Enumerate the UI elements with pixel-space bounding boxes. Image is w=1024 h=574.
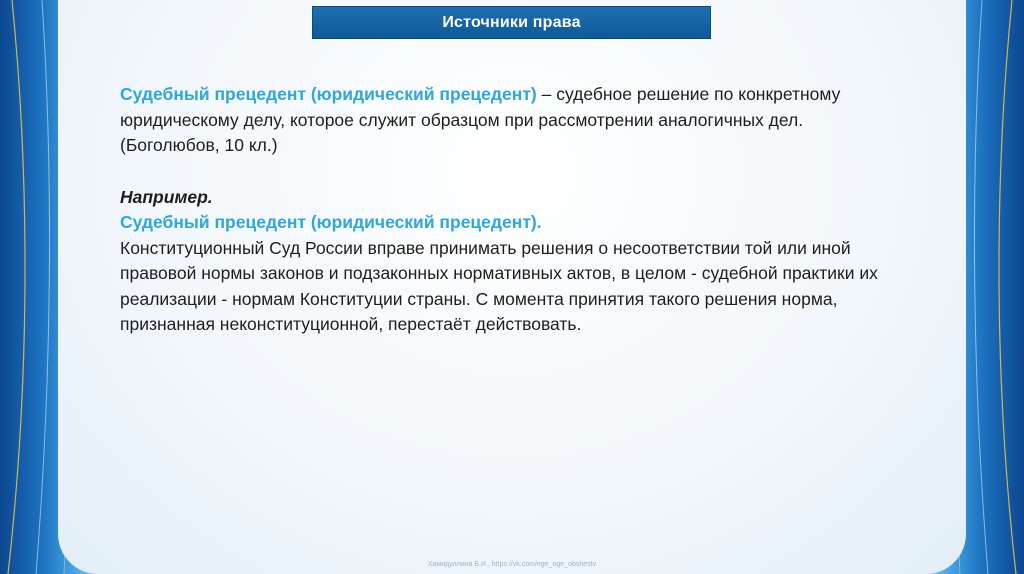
example-label xyxy=(120,185,900,211)
definition-text: – судебное решение по конкретному юридическому делу, которое служит образцом при рассмотрении аналогичных дел. (Боголюбов, 10 кл.) xyxy=(120,84,841,155)
definition-paragraph xyxy=(120,82,900,159)
definition-term: Судебный прецедент (юридический прецедент) xyxy=(120,84,537,104)
slide-content xyxy=(120,82,900,338)
title-bar xyxy=(312,6,711,39)
example-text: Конституционный Суд России вправе принимать решения о несоответствии той или иной правовой нормы законов и подзаконных нормативных актов, в целом - судебной практики их реализации - нормам Конституции страны. С момента принятия такого решения норма, признанная неконституционной, перестаёт действовать. xyxy=(120,237,878,334)
example-term-line xyxy=(120,210,900,236)
paragraph-gap xyxy=(120,159,900,185)
slide-title: Источники права xyxy=(442,13,581,31)
example-label-text: Например. xyxy=(120,186,213,207)
example-term: Судебный прецедент (юридический прецедент). xyxy=(120,212,542,232)
footer-credit: Хамидуллина Б.И., https://vk.com/ege_oge_obshestv xyxy=(427,561,597,568)
